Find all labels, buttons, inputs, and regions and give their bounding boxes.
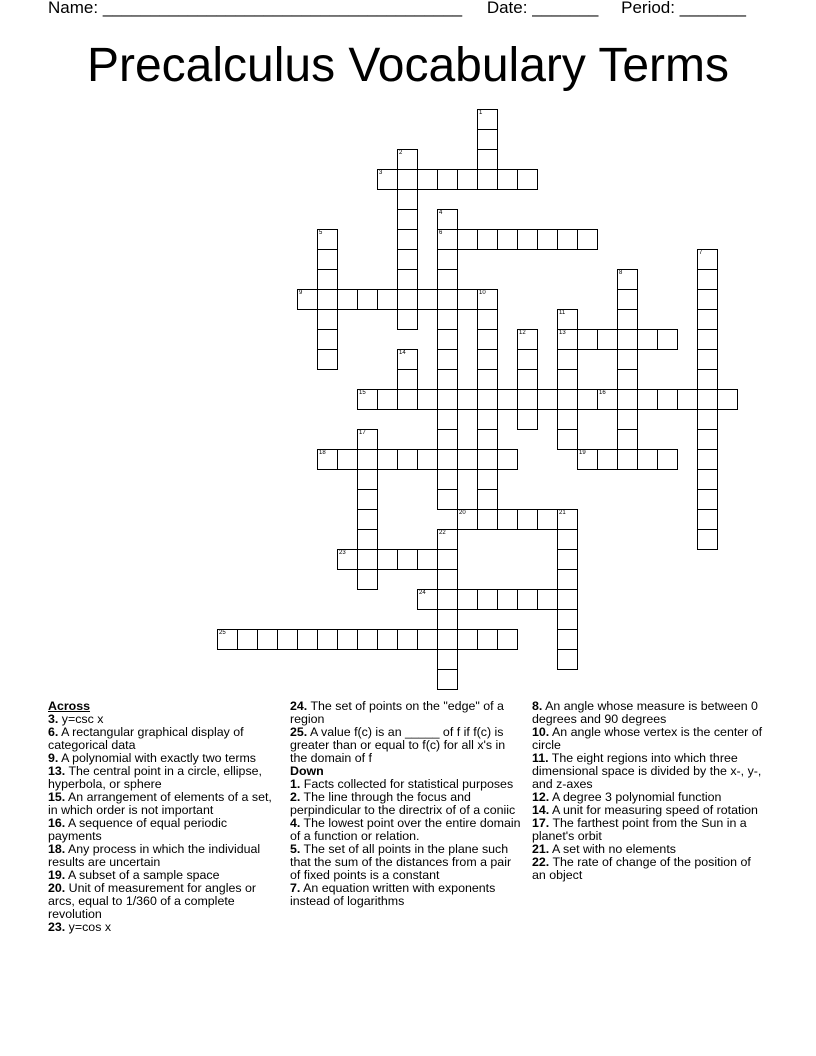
grid-cell[interactable]: [537, 229, 558, 250]
grid-cell[interactable]: [497, 229, 518, 250]
across-heading: Across: [48, 699, 91, 713]
clue-number-label: 11.: [532, 751, 549, 765]
clue-text: An angle whose measure is between 0 degrees and 90 degrees: [532, 699, 758, 726]
clue-text: The line through the focus and perpindicular to the directrix of of a coniic: [290, 790, 516, 817]
clue-item: [290, 817, 522, 843]
clue-text: The farthest point from the Sun in a planet's orbit: [532, 816, 747, 843]
clue-number: 21: [559, 510, 566, 516]
grid-cell[interactable]: [357, 289, 378, 310]
grid-cell[interactable]: [437, 649, 458, 670]
grid-cell[interactable]: [617, 309, 638, 330]
period-label: Period:: [621, 0, 675, 17]
grid-cell[interactable]: [697, 509, 718, 530]
clue-text: A set with no elements: [549, 842, 676, 856]
grid-cell[interactable]: [477, 129, 498, 150]
grid-cell[interactable]: [477, 309, 498, 330]
grid-cell[interactable]: [437, 669, 458, 690]
clue-number-label: 18.: [48, 842, 66, 856]
grid-cell[interactable]: [537, 389, 558, 410]
grid-cell[interactable]: [437, 209, 458, 230]
clue-text: A degree 3 polynomial function: [549, 790, 722, 804]
clue-text: An arrangement of elements of a set, in which order is not important: [48, 790, 272, 817]
grid-cell[interactable]: [477, 229, 498, 250]
grid-cell[interactable]: [437, 269, 458, 290]
grid-cell[interactable]: [477, 489, 498, 510]
clue-number-label: 19.: [48, 868, 66, 882]
clue-number-label: 23.: [48, 920, 66, 934]
grid-cell[interactable]: [577, 229, 598, 250]
grid-cell[interactable]: [397, 269, 418, 290]
grid-cell[interactable]: [217, 629, 238, 650]
grid-cell[interactable]: [477, 349, 498, 370]
grid-cell[interactable]: [697, 529, 718, 550]
grid-cell[interactable]: [337, 289, 358, 310]
grid-cell[interactable]: [697, 409, 718, 430]
grid-cell[interactable]: [417, 629, 438, 650]
grid-cell[interactable]: [397, 209, 418, 230]
grid-cell[interactable]: [397, 289, 418, 310]
grid-cell[interactable]: [617, 329, 638, 350]
grid-cell[interactable]: [377, 629, 398, 650]
grid-cell[interactable]: [457, 169, 478, 190]
grid-cell[interactable]: [437, 529, 458, 550]
clue-number: 1: [479, 110, 483, 116]
clue-text: A value f(c) is an _____ of f if f(c) is greater than or equal to f(c) for all x's in the domain of f: [290, 725, 506, 765]
grid-cell[interactable]: [657, 449, 678, 470]
grid-cell[interactable]: [697, 389, 718, 410]
grid-cell[interactable]: [357, 429, 378, 450]
grid-cell[interactable]: [517, 509, 538, 530]
grid-cell[interactable]: [697, 349, 718, 370]
clue-number-label: 21.: [532, 842, 550, 856]
clue-item: [532, 817, 768, 843]
grid-cell[interactable]: [417, 169, 438, 190]
clue-item: [290, 791, 522, 817]
grid-cell[interactable]: [617, 409, 638, 430]
page-title: Precalculus Vocabulary Terms: [86, 39, 730, 92]
clue-number-label: 14.: [532, 803, 550, 817]
clue-text: The set of points on the "edge" of a region: [290, 699, 504, 726]
clue-number: 14: [399, 350, 406, 356]
grid-cell[interactable]: [417, 389, 438, 410]
grid-cell[interactable]: [517, 409, 538, 430]
grid-cell[interactable]: [397, 229, 418, 250]
grid-cell[interactable]: [697, 249, 718, 270]
clue-text: A subset of a sample space: [65, 868, 220, 882]
grid-cell[interactable]: [697, 269, 718, 290]
clue-number: 9: [299, 290, 303, 296]
grid-cell[interactable]: [557, 349, 578, 370]
grid-cell[interactable]: [697, 329, 718, 350]
clue-item: [48, 817, 276, 843]
grid-cell[interactable]: [437, 429, 458, 450]
clue-item: [48, 765, 276, 791]
grid-cell[interactable]: [497, 169, 518, 190]
grid-cell[interactable]: [477, 449, 498, 470]
grid-cell[interactable]: [617, 389, 638, 410]
clue-item: [48, 882, 276, 921]
clue-number-label: 24.: [290, 699, 308, 713]
clue-number: 4: [439, 210, 443, 216]
grid-cell[interactable]: [477, 629, 498, 650]
grid-cell[interactable]: [497, 509, 518, 530]
grid-cell[interactable]: [477, 429, 498, 450]
grid-cell[interactable]: [557, 329, 578, 350]
clue-item: [48, 726, 276, 752]
grid-cell[interactable]: [437, 489, 458, 510]
grid-cell[interactable]: [437, 589, 458, 610]
grid-cell[interactable]: [397, 349, 418, 370]
grid-cell[interactable]: [377, 169, 398, 190]
clue-number: 20: [459, 510, 466, 516]
grid-cell[interactable]: [437, 469, 458, 490]
clue-number-label: 22.: [532, 855, 550, 869]
clue-text: The rate of change of the position of an object: [532, 855, 751, 882]
grid-cell[interactable]: [297, 289, 318, 310]
grid-cell[interactable]: [437, 409, 458, 430]
clue-item: [532, 752, 768, 791]
clue-column-3: [532, 700, 768, 882]
grid-cell[interactable]: [357, 529, 378, 550]
clue-text: The set of all points in the plane such that the sum of the distances from a pair of fixed points is a constant: [290, 842, 512, 882]
grid-cell[interactable]: [317, 349, 338, 370]
grid-cell[interactable]: [377, 389, 398, 410]
clue-number-label: 5.: [290, 842, 301, 856]
clue-number: 18: [319, 450, 326, 456]
period-blank[interactable]: _______: [679, 0, 746, 17]
grid-cell[interactable]: [477, 369, 498, 390]
grid-cell[interactable]: [397, 549, 418, 570]
grid-cell[interactable]: [437, 249, 458, 270]
grid-cell[interactable]: [557, 309, 578, 330]
grid-cell[interactable]: [337, 549, 358, 570]
clue-number: 22: [439, 530, 446, 536]
clue-number-label: 4.: [290, 816, 301, 830]
grid-cell[interactable]: [437, 569, 458, 590]
clue-number-label: 7.: [290, 881, 301, 895]
grid-cell[interactable]: [617, 449, 638, 470]
clue-text: y=cos x: [65, 920, 112, 934]
grid-cell[interactable]: [617, 349, 638, 370]
grid-cell[interactable]: [557, 649, 578, 670]
grid-cell[interactable]: [477, 589, 498, 610]
grid-cell[interactable]: [337, 629, 358, 650]
grid-cell[interactable]: [557, 229, 578, 250]
clue-number-label: 17.: [532, 816, 550, 830]
clue-text: Facts collected for statistical purposes: [300, 777, 514, 791]
grid-cell[interactable]: [457, 389, 478, 410]
name-label: Name:: [48, 0, 99, 17]
grid-cell[interactable]: [517, 589, 538, 610]
grid-cell[interactable]: [617, 369, 638, 390]
grid-cell[interactable]: [377, 289, 398, 310]
grid-cell[interactable]: [517, 169, 538, 190]
grid-cell[interactable]: [437, 609, 458, 630]
grid-cell[interactable]: [457, 289, 478, 310]
grid-cell[interactable]: [517, 349, 538, 370]
grid-cell[interactable]: [457, 629, 478, 650]
grid-cell[interactable]: [477, 509, 498, 530]
grid-cell[interactable]: [437, 549, 458, 570]
grid-cell[interactable]: [557, 589, 578, 610]
grid-cell[interactable]: [677, 389, 698, 410]
clue-item: [290, 726, 522, 765]
grid-cell[interactable]: [457, 229, 478, 250]
grid-cell[interactable]: [477, 329, 498, 350]
grid-cell[interactable]: [557, 609, 578, 630]
grid-cell[interactable]: [457, 509, 478, 530]
grid-cell[interactable]: [477, 169, 498, 190]
clue-number: 19: [579, 450, 586, 456]
grid-cell[interactable]: [557, 409, 578, 430]
clue-number-label: 8.: [532, 699, 543, 713]
clue-number: 24: [419, 590, 426, 596]
clue-text: The eight regions into which three dimensional space is divided by the x-, y-, and z-axes: [532, 751, 762, 791]
grid-cell[interactable]: [477, 289, 498, 310]
clue-text: A unit for measuring speed of rotation: [549, 803, 758, 817]
clue-text: An equation written with exponents instead of logarithms: [290, 881, 496, 908]
clue-number: 3: [379, 170, 383, 176]
clue-number: 5: [319, 230, 323, 236]
grid-cell[interactable]: [557, 369, 578, 390]
clue-number-label: 16.: [48, 816, 66, 830]
grid-cell[interactable]: [557, 529, 578, 550]
clue-number: 7: [699, 250, 703, 256]
grid-cell[interactable]: [437, 309, 458, 330]
clue-number: 13: [559, 330, 566, 336]
grid-cell[interactable]: [697, 309, 718, 330]
grid-cell[interactable]: [457, 449, 478, 470]
grid-cell[interactable]: [417, 549, 438, 570]
clue-text: A rectangular graphical display of categorical data: [48, 725, 244, 752]
clue-text: A sequence of equal periodic payments: [48, 816, 228, 843]
grid-cell[interactable]: [697, 469, 718, 490]
clue-number: 15: [359, 390, 366, 396]
grid-cell[interactable]: [317, 309, 338, 330]
grid-cell[interactable]: [397, 369, 418, 390]
grid-cell[interactable]: [537, 509, 558, 530]
clue-number: 25: [219, 630, 226, 636]
grid-cell[interactable]: [237, 629, 258, 650]
grid-cell[interactable]: [517, 229, 538, 250]
grid-cell[interactable]: [437, 449, 458, 470]
clue-number: 16: [599, 390, 606, 396]
grid-cell[interactable]: [457, 589, 478, 610]
grid-cell[interactable]: [317, 629, 338, 650]
grid-cell[interactable]: [437, 289, 458, 310]
clue-text: Unit of measurement for angles or arcs, equal to 1/360 of a complete revolution: [48, 881, 257, 921]
grid-cell[interactable]: [357, 569, 378, 590]
grid-cell[interactable]: [417, 289, 438, 310]
grid-cell[interactable]: [697, 429, 718, 450]
grid-cell[interactable]: [477, 109, 498, 130]
clue-number-label: 25.: [290, 725, 308, 739]
grid-cell[interactable]: [377, 549, 398, 570]
clue-number-label: 3.: [48, 712, 59, 726]
grid-cell[interactable]: [597, 389, 618, 410]
grid-cell[interactable]: [357, 549, 378, 570]
grid-cell[interactable]: [317, 269, 338, 290]
clue-number-label: 12.: [532, 790, 550, 804]
clue-text: A polynomial with exactly two terms: [58, 751, 256, 765]
clue-number: 23: [339, 550, 346, 556]
clue-number: 12: [519, 330, 526, 336]
clue-item: [290, 700, 522, 726]
grid-cell[interactable]: [397, 189, 418, 210]
grid-cell[interactable]: [317, 249, 338, 270]
grid-cell[interactable]: [637, 449, 658, 470]
grid-cell[interactable]: [377, 449, 398, 470]
grid-cell[interactable]: [597, 449, 618, 470]
date-label: Date:: [486, 0, 528, 17]
clue-number-label: 6.: [48, 725, 59, 739]
grid-cell[interactable]: [577, 449, 598, 470]
grid-cell[interactable]: [497, 449, 518, 470]
clue-item: [532, 726, 768, 752]
clue-number: 8: [619, 270, 623, 276]
grid-cell[interactable]: [257, 629, 278, 650]
grid-cell[interactable]: [557, 569, 578, 590]
grid-cell[interactable]: [437, 369, 458, 390]
grid-cell[interactable]: [577, 389, 598, 410]
grid-cell[interactable]: [477, 149, 498, 170]
grid-cell[interactable]: [397, 629, 418, 650]
name-blank[interactable]: ______________________________________: [102, 0, 463, 17]
clue-column-1: [48, 700, 276, 934]
grid-cell[interactable]: [397, 389, 418, 410]
grid-cell[interactable]: [397, 169, 418, 190]
clue-number-label: 2.: [290, 790, 301, 804]
clue-text: An angle whose vertex is the center of circle: [532, 725, 763, 752]
grid-cell[interactable]: [477, 409, 498, 430]
grid-cell[interactable]: [317, 289, 338, 310]
clue-text: The lowest point over the entire domain of a function or relation.: [290, 816, 521, 843]
clue-number: 17: [359, 430, 366, 436]
clue-number-label: 1.: [290, 777, 301, 791]
grid-cell[interactable]: [557, 509, 578, 530]
clue-number: 2: [399, 150, 403, 156]
grid-cell[interactable]: [697, 289, 718, 310]
grid-cell[interactable]: [417, 449, 438, 470]
grid-cell[interactable]: [557, 389, 578, 410]
grid-cell[interactable]: [497, 589, 518, 610]
grid-cell[interactable]: [437, 629, 458, 650]
clue-number-label: 20.: [48, 881, 66, 895]
grid-cell[interactable]: [577, 329, 598, 350]
date-blank[interactable]: _______: [532, 0, 599, 17]
clue-number-label: 10.: [532, 725, 550, 739]
grid-cell[interactable]: [697, 489, 718, 510]
clue-number: 11: [559, 310, 566, 316]
grid-cell[interactable]: [657, 389, 678, 410]
clue-number-label: 9.: [48, 751, 59, 765]
clue-text: The central point in a circle, ellipse, hyperbola, or sphere: [48, 764, 262, 791]
grid-cell[interactable]: [437, 169, 458, 190]
clue-item: [48, 843, 276, 869]
clue-item: [48, 921, 276, 934]
clue-item: [48, 791, 276, 817]
clue-number: 10: [479, 290, 486, 296]
clue-item: [532, 700, 768, 726]
clue-number: 6: [439, 230, 443, 236]
grid-cell[interactable]: [317, 449, 338, 470]
grid-cell[interactable]: [617, 289, 638, 310]
clue-number-label: 13.: [48, 764, 66, 778]
grid-cell[interactable]: [557, 429, 578, 450]
grid-cell[interactable]: [617, 429, 638, 450]
grid-cell[interactable]: [557, 629, 578, 650]
grid-cell[interactable]: [497, 629, 518, 650]
grid-cell[interactable]: [557, 549, 578, 570]
grid-cell[interactable]: [317, 229, 338, 250]
grid-cell[interactable]: [277, 629, 298, 650]
grid-cell[interactable]: [397, 449, 418, 470]
clue-text: Any process in which the individual results are uncertain: [48, 842, 261, 869]
grid-cell[interactable]: [317, 329, 338, 350]
grid-cell[interactable]: [437, 329, 458, 350]
grid-cell[interactable]: [397, 149, 418, 170]
grid-cell[interactable]: [357, 449, 378, 470]
grid-cell[interactable]: [297, 629, 318, 650]
grid-cell[interactable]: [517, 389, 538, 410]
grid-cell[interactable]: [477, 389, 498, 410]
grid-cell[interactable]: [497, 389, 518, 410]
grid-cell[interactable]: [437, 229, 458, 250]
grid-cell[interactable]: [617, 269, 638, 290]
down-heading: Down: [290, 764, 324, 778]
clue-item: [532, 856, 768, 882]
grid-cell[interactable]: [417, 589, 438, 610]
clue-number-label: 15.: [48, 790, 66, 804]
clue-column-2: [290, 700, 522, 908]
grid-cell[interactable]: [697, 369, 718, 390]
clue-item: [290, 882, 522, 908]
clue-item: [290, 843, 522, 882]
grid-cell[interactable]: [517, 329, 538, 350]
grid-cell[interactable]: [397, 249, 418, 270]
grid-cell[interactable]: [357, 509, 378, 530]
grid-cell[interactable]: [477, 469, 498, 490]
grid-cell[interactable]: [517, 369, 538, 390]
grid-cell[interactable]: [697, 449, 718, 470]
grid-cell[interactable]: [637, 389, 658, 410]
grid-cell[interactable]: [537, 589, 558, 610]
grid-cell[interactable]: [337, 449, 358, 470]
clue-text: y=csc x: [58, 712, 104, 726]
grid-cell[interactable]: [357, 469, 378, 490]
grid-cell[interactable]: [637, 329, 658, 350]
grid-cell[interactable]: [437, 349, 458, 370]
grid-cell[interactable]: [437, 389, 458, 410]
grid-cell[interactable]: [717, 389, 738, 410]
grid-cell[interactable]: [597, 329, 618, 350]
grid-cell[interactable]: [357, 389, 378, 410]
grid-cell[interactable]: [357, 629, 378, 650]
grid-cell[interactable]: [357, 489, 378, 510]
grid-cell[interactable]: [657, 329, 678, 350]
grid-cell[interactable]: [397, 309, 418, 330]
